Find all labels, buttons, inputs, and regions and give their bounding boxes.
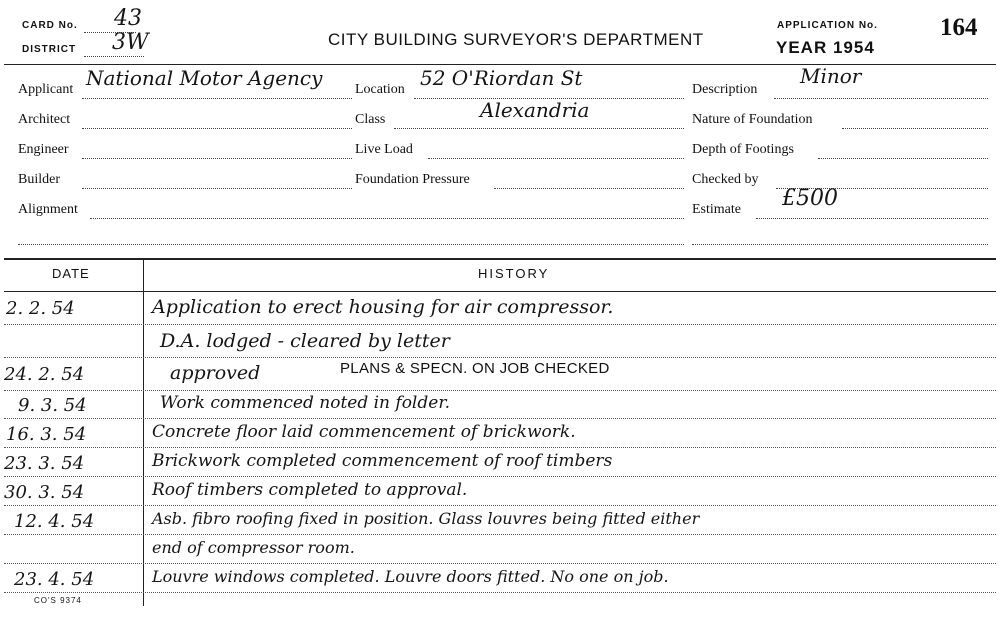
history-date: 30. 3. 54 (4, 482, 85, 503)
estimate-line (756, 218, 988, 219)
history-entry: approved (170, 362, 261, 384)
estimate-value: £500 (782, 186, 838, 211)
history-date: 2. 2. 54 (6, 298, 75, 319)
row-divider (4, 447, 996, 448)
district-line (84, 56, 144, 57)
history-date: 24. 2. 54 (4, 364, 85, 385)
class-label: Class (355, 112, 386, 127)
foundation-pressure-label: Foundation Pressure (355, 172, 470, 187)
history-entry: Brickwork completed commencement of roof timbers (152, 451, 613, 471)
description-label: Description (692, 82, 758, 97)
blank-line-left (18, 244, 684, 245)
row-divider (4, 476, 996, 477)
row-divider (4, 592, 996, 593)
liveload-line (428, 158, 684, 159)
engineer-label: Engineer (18, 142, 69, 157)
engineer-line (82, 158, 352, 159)
card-no-label: CARD No. (22, 20, 78, 31)
history-entry: end of compressor room. (152, 538, 355, 557)
depth-line (818, 158, 988, 159)
row-divider (4, 390, 996, 391)
architect-label: Architect (18, 112, 71, 127)
row-divider (4, 324, 996, 325)
row-divider (4, 505, 996, 506)
class-line (394, 128, 684, 129)
district-value: 3W (112, 30, 149, 55)
approval-stamp: PLANS & SPECN. ON JOB CHECKED (340, 360, 610, 377)
history-entry: Concrete floor laid commencement of brickwork. (152, 422, 576, 442)
history-entry: Roof timbers completed to approval. (152, 480, 468, 500)
foundation-pressure-line (494, 188, 684, 189)
applicant-line (82, 98, 352, 99)
history-date: 12. 4. 54 (14, 511, 95, 532)
description-line (774, 98, 988, 99)
estimate-label: Estimate (692, 202, 741, 217)
row-divider (4, 534, 996, 535)
blank-line-right (692, 244, 988, 245)
application-label: APPLICATION No. (777, 20, 878, 31)
district-label: DISTRICT (22, 44, 77, 55)
liveload-label: Live Load (355, 142, 413, 157)
applicant-label: Applicant (18, 82, 74, 97)
department-title: CITY BUILDING SURVEYOR'S DEPARTMENT (328, 30, 704, 49)
builder-line (82, 188, 352, 189)
architect-line (82, 128, 352, 129)
history-entry: Work commenced noted in folder. (160, 393, 450, 413)
row-divider (4, 563, 996, 564)
history-top-border (4, 258, 996, 260)
history-entry: Application to erect housing for air compressor. (152, 296, 614, 318)
application-number: 164 (940, 14, 978, 41)
card-no-value: 43 (114, 6, 142, 31)
location-value: 52 O'Riordan St (420, 66, 583, 90)
checked-label: Checked by (692, 172, 759, 187)
description-value: Minor (800, 64, 862, 88)
alignment-line (90, 218, 684, 219)
location-value-2: Alexandria (480, 98, 590, 122)
history-date: 23. 3. 54 (4, 453, 85, 474)
nature-line (842, 128, 988, 129)
alignment-label: Alignment (18, 202, 78, 217)
history-header: HISTORY (478, 266, 550, 281)
year-label: YEAR 1954 (776, 38, 875, 57)
history-entry: Asb. fibro roofing fixed in position. Glass louvres being fitted either (152, 509, 700, 528)
nature-label: Nature of Foundation (692, 112, 813, 127)
history-entry: Louvre windows completed. Louvre doors fitted. No one on job. (152, 567, 669, 586)
date-header: DATE (52, 266, 90, 281)
history-date: 16. 3. 54 (6, 424, 87, 445)
row-divider (4, 418, 996, 419)
history-date: 23. 4. 54 (14, 569, 95, 590)
history-header-divider (4, 291, 996, 292)
applicant-value: National Motor Agency (86, 66, 323, 90)
builder-label: Builder (18, 172, 60, 187)
location-label: Location (355, 82, 405, 97)
history-date: 9. 3. 54 (18, 395, 87, 416)
history-column-divider (143, 258, 144, 606)
history-entry: D.A. lodged - cleared by letter (160, 330, 450, 352)
row-divider (4, 357, 996, 358)
form-code: CO'S 9374 (34, 596, 82, 605)
depth-label: Depth of Footings (692, 142, 794, 157)
